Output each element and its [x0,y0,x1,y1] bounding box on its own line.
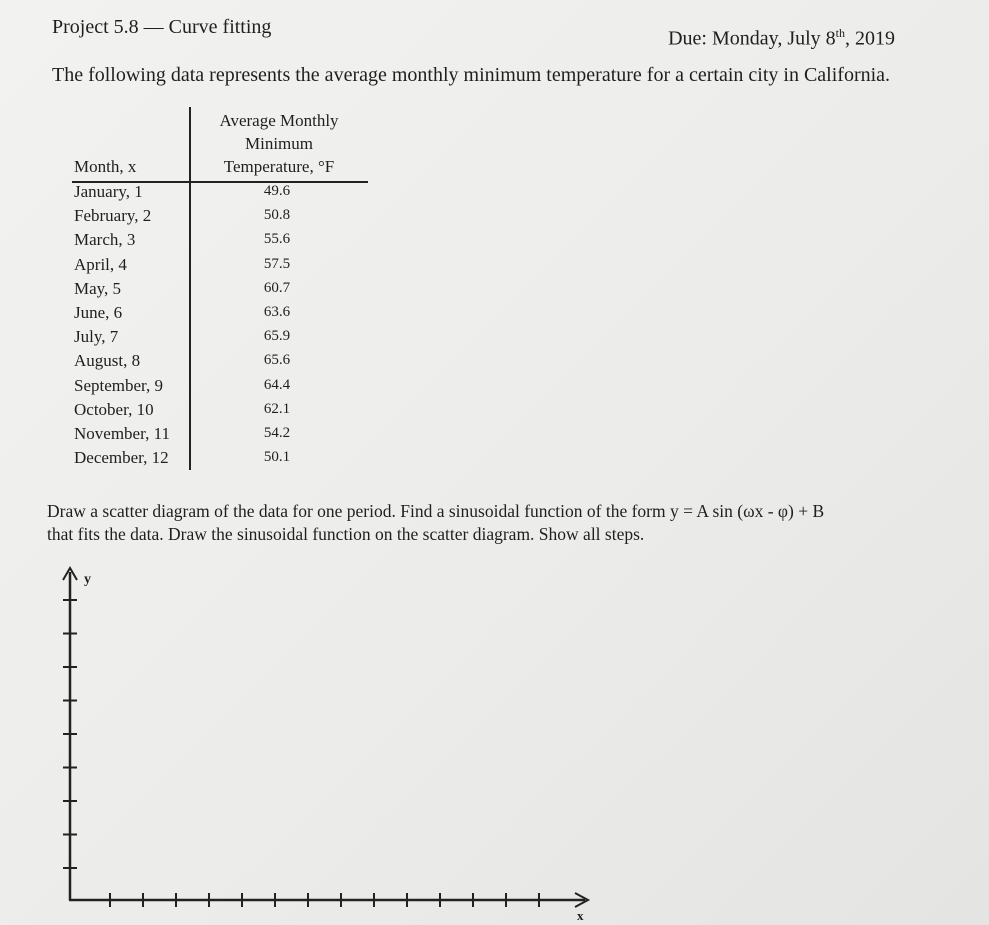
month-cell: August, 8 [74,351,141,371]
temp-cell: 50.8 [263,207,291,224]
temp-cell: 65.6 [263,352,291,369]
temp-cell: 50.1 [263,449,291,466]
temp-cell: 62.1 [263,400,291,417]
temp-cell: 55.6 [263,231,291,248]
task-line-2: that fits the data. Draw the sinusoidal function on the scatter diagram. Show all steps. [47,524,645,544]
month-cell: April, 4 [74,254,127,274]
month-cell: March, 3 [74,230,136,250]
temp-cell: 49.6 [263,183,291,199]
month-cell: October, 10 [74,399,154,419]
temp-cell: 60.7 [263,279,291,296]
due-date-suffix: , 2019 [845,27,895,50]
x-axis-label: x [577,908,584,923]
due-date-sup: th [835,26,845,40]
temp-cell: 57.5 [263,255,291,272]
temp-header-line2: Minimum [244,134,313,153]
temp-header-line1: Average Monthly [219,111,339,130]
month-cell: February, 2 [74,206,152,226]
temp-cell: 54.2 [263,424,291,441]
month-cell: June, 6 [74,302,123,322]
intro-text: The following data represents the average monthly minimum temperature for a certain city in California. [52,64,891,86]
project-title: Project 5.8 — Curve fitting [52,16,272,38]
month-column-header: Month, x [74,157,137,176]
y-axis-label: y [84,572,91,587]
month-cell: November, 11 [74,423,170,443]
temp-cell: 63.6 [263,303,291,320]
month-cell: January, 1 [74,182,143,201]
month-cell: July, 7 [74,327,119,347]
month-cell: May, 5 [74,278,122,298]
month-cell: December, 12 [74,448,169,468]
temp-header-line3: Temperature, °F [223,157,335,176]
due-date-prefix: Due: Monday, July 8 [668,27,836,50]
task-line-1: Draw a scatter diagram of the data for one period. Find a sinusoidal function of the form y = A sin (ωx - φ) + B [47,501,825,521]
temp-cell: 65.9 [263,328,291,345]
temp-cell: 64.4 [263,376,291,393]
month-cell: September, 9 [74,375,164,395]
